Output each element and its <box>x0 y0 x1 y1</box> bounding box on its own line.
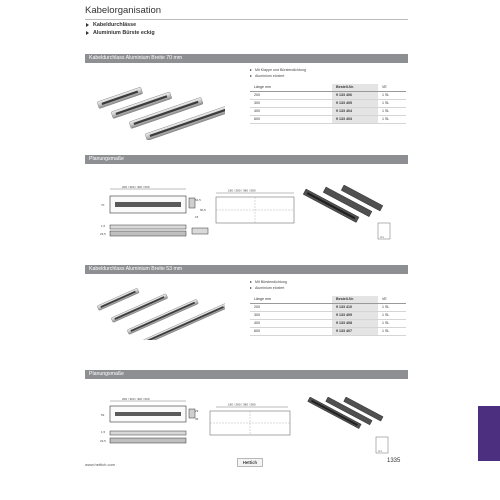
section-title-bar: Planungsmaße <box>85 155 408 164</box>
dimension-label: 15 <box>195 215 199 219</box>
table-row: 400 9 133 408 1 St. <box>250 319 406 327</box>
feature-bullet: Aluminium eloxiert <box>250 286 284 290</box>
arrow-right-icon <box>250 75 252 77</box>
dimension-label: 23,5 <box>100 232 106 236</box>
dimension-label: 1,5 <box>101 224 106 228</box>
screw-count-label: 4 x <box>378 449 383 453</box>
table-row: 600 9 133 407 1 St. <box>250 327 406 335</box>
dimension-label: 36 <box>195 417 199 421</box>
column-header: Bestell-Nr. <box>332 296 378 303</box>
section-title-bar: Kabeldurchlass Aluminium Breite 70 mm <box>85 54 408 63</box>
dimension-label: 200 / 300 / 400 / 600 <box>122 185 150 189</box>
dimension-label: 60,5 <box>200 208 206 212</box>
product-image <box>95 70 225 140</box>
dimension-label: 200 / 300 / 400 / 600 <box>122 397 150 401</box>
column-header: Bestell-Nr. <box>332 84 378 91</box>
dimension-label: 23 <box>195 409 199 413</box>
footer-url[interactable]: www.hettich.com <box>85 462 116 467</box>
column-header: VE <box>378 84 406 91</box>
product-image <box>95 280 225 340</box>
screw-count-label: 4 x <box>380 235 385 239</box>
dimension-label: 53 <box>101 413 105 417</box>
breadcrumb-item[interactable]: Kabeldurchlässe <box>86 22 136 28</box>
column-header: VE <box>378 296 406 303</box>
product-table <box>250 296 406 336</box>
technical-drawing <box>88 397 408 457</box>
arrow-right-icon <box>250 69 252 71</box>
page-number: 1335 <box>387 458 401 464</box>
arrow-right-icon <box>250 287 252 289</box>
header-divider <box>85 19 408 20</box>
dimension-label: 70 <box>101 203 105 207</box>
table-header-row <box>250 84 406 91</box>
dimension-label: 23,5 <box>100 439 106 443</box>
arrow-right-icon <box>86 31 89 35</box>
table-row: 400 9 133 404 1 St. <box>250 107 406 115</box>
table-row: 200 9 133 406 1 St. <box>250 91 406 99</box>
dimension-label: 180 / 280 / 380 / 580 <box>228 188 256 193</box>
arrow-right-icon <box>250 281 252 283</box>
column-header: Länge mm <box>250 84 332 91</box>
chapter-tab[interactable] <box>478 406 500 461</box>
feature-bullet: Mit Klappe und Bürstendichtung <box>250 68 306 72</box>
page-title: Kabelorganisation <box>85 5 162 16</box>
table-row: 300 9 133 409 1 St. <box>250 311 406 319</box>
feature-bullet: Mit Bürstendichtung <box>250 280 287 284</box>
dimension-label: 180 / 280 / 380 / 580 <box>228 402 256 407</box>
table-row: 200 9 133 410 1 St. <box>250 303 406 311</box>
technical-drawing <box>88 185 408 247</box>
section-title-bar: Planungsmaße <box>85 370 408 379</box>
brand-logo: Hettich <box>237 458 263 467</box>
column-header: Länge mm <box>250 296 332 303</box>
feature-bullet: Aluminium eloxiert <box>250 74 284 78</box>
breadcrumb-item[interactable]: Aluminium Bürste eckig <box>86 30 155 36</box>
table-header-row <box>250 296 406 303</box>
product-table <box>250 84 406 124</box>
table-row: 300 9 133 405 1 St. <box>250 99 406 107</box>
table-row: 600 9 133 403 1 St. <box>250 115 406 123</box>
section-title-bar: Kabeldurchlass Aluminium Breite 53 mm <box>85 265 408 274</box>
arrow-right-icon <box>86 23 89 27</box>
dimension-label: 1,5 <box>101 430 106 434</box>
dimension-label: 54,5 <box>195 198 201 202</box>
